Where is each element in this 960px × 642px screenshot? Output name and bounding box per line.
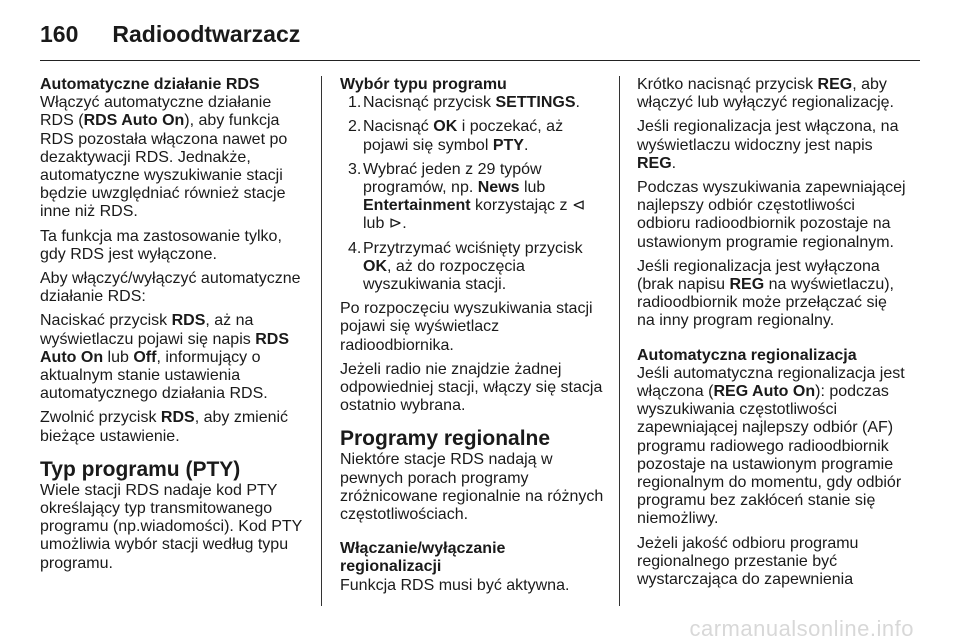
column-divider [619, 76, 620, 606]
paragraph: Krótko nacisnąć przycisk REG, aby włączyć lub wyłączyć regionalizację. [637, 76, 894, 112]
steps-list [340, 94, 608, 294]
heading-auto-regional: Automatyczna regionalizacja [637, 346, 857, 364]
paragraph: Włączyć automatyczne działanie RDS (RDS Auto On), aby funkcja RDS pozostała włączona nawet po dezaktywacji RDS. Jednakże, automatyczne wyszukiwanie stacji będzie uwzględniać również stacje inne niż RDS. [40, 94, 288, 221]
paragraph: Po rozpoczęciu wyszukiwania stacji pojawi się wyświetlacz radioodbiornika. [340, 300, 593, 354]
paragraph: Zwolnić przycisk RDS, aby zmienić bieżące ustawienie. [40, 409, 289, 445]
left-arrow-icon: ⊲ [571, 197, 586, 215]
heading-pty: Typ programu (PTY) [40, 457, 241, 481]
page-header [40, 14, 300, 54]
list-item: 2. Nacisnąć OK i poczekać, aż pojawi się symbol PTY. [348, 118, 564, 154]
paragraph: Ta funkcja ma zastosowanie tylko, gdy RDS jest wyłączone. [40, 227, 282, 263]
paragraph: Jeżeli radio nie znajdzie żadnej odpowiedniej stacji, włączy się stacja ostatnio wybrana. [340, 360, 603, 415]
paragraph: Funkcja RDS musi być aktywna. [340, 576, 570, 594]
list-item: 4. Przytrzymać wciśnięty przycisk OK, aż do rozpoczęcia wyszukiwania stacji. [348, 239, 583, 294]
heading-select-pty: Wybór typu programu [340, 76, 507, 93]
heading-auto-rds: Automatyczne działanie RDS [40, 76, 260, 93]
chapter-title: Radioodtwarzacz [112, 20, 301, 47]
paragraph: Niektóre stacje RDS nadają w pewnych porach programy zróżnicowane regionalnie na różnych częstotliwościach. [340, 451, 604, 524]
paragraph: Jeżeli jakość odbioru programu regionalnego przestanie być wystarczająca do zapewnienia [637, 534, 859, 589]
heading-regional: Programy regionalne [340, 427, 551, 451]
paragraph: Naciskać przycisk RDS, aż na wyświetlaczu pojawi się napis RDS Auto On lub Off, informujący o aktualnym stanie ustawienia automatycznego działania RDS. [40, 312, 289, 403]
heading-regional-toggle: Włączanie/wyłączanie regionalizacji [340, 540, 506, 576]
column-2 [340, 76, 608, 601]
paragraph: Aby włączyć/wyłączyć automatyczne działanie RDS: [40, 270, 301, 306]
paragraph: Jeśli regionalizacja jest wyłączona (brak napisu REG na wyświetlaczu), radioodbiornik może przełączać się na inny program regionalny. [637, 257, 894, 330]
paragraph: Wiele stacji RDS nadaje kod PTY określający typ transmitowanego programu (np.wiadomości). Kod PTY umożliwia wybór stacji według typu programu. [40, 481, 303, 572]
paragraph: Jeśli automatyczna regionalizacja jest włączona (REG Auto On): podczas wyszukiwania częstotliwości zapewniającej najlepszy odbiór (AF) programu radiowego radioodbiornik pozostaje na ustawionym programie regionalnym do momentu, gdy odbiór programu bez zakłóceń stanie się niemożliwy. [637, 364, 905, 528]
page-number: 160 [40, 20, 79, 47]
column-1 [40, 76, 308, 579]
paragraph: Jeśli regionalizacja jest włączona, na wyświetlaczu widoczny jest napis REG. [637, 118, 899, 172]
paragraph: Podczas wyszukiwania zapewniającej najlepszy odbiór częstotliwości odbioru radioodbiornik pozostaje na ustawionym programie regionalnym. [637, 179, 906, 251]
list-item: 3. Wybrać jeden z 29 typów programów, np. News lub Entertainment korzystając z ⊲ lub ⊳. [348, 160, 586, 233]
watermark: carmanualsonline.info [689, 616, 914, 641]
column-3 [637, 76, 909, 595]
column-divider [321, 76, 322, 606]
header-rule [40, 60, 920, 61]
list-item: 1. Nacisnąć przycisk SETTINGS. [348, 94, 580, 112]
right-arrow-icon: ⊳ [388, 215, 403, 233]
